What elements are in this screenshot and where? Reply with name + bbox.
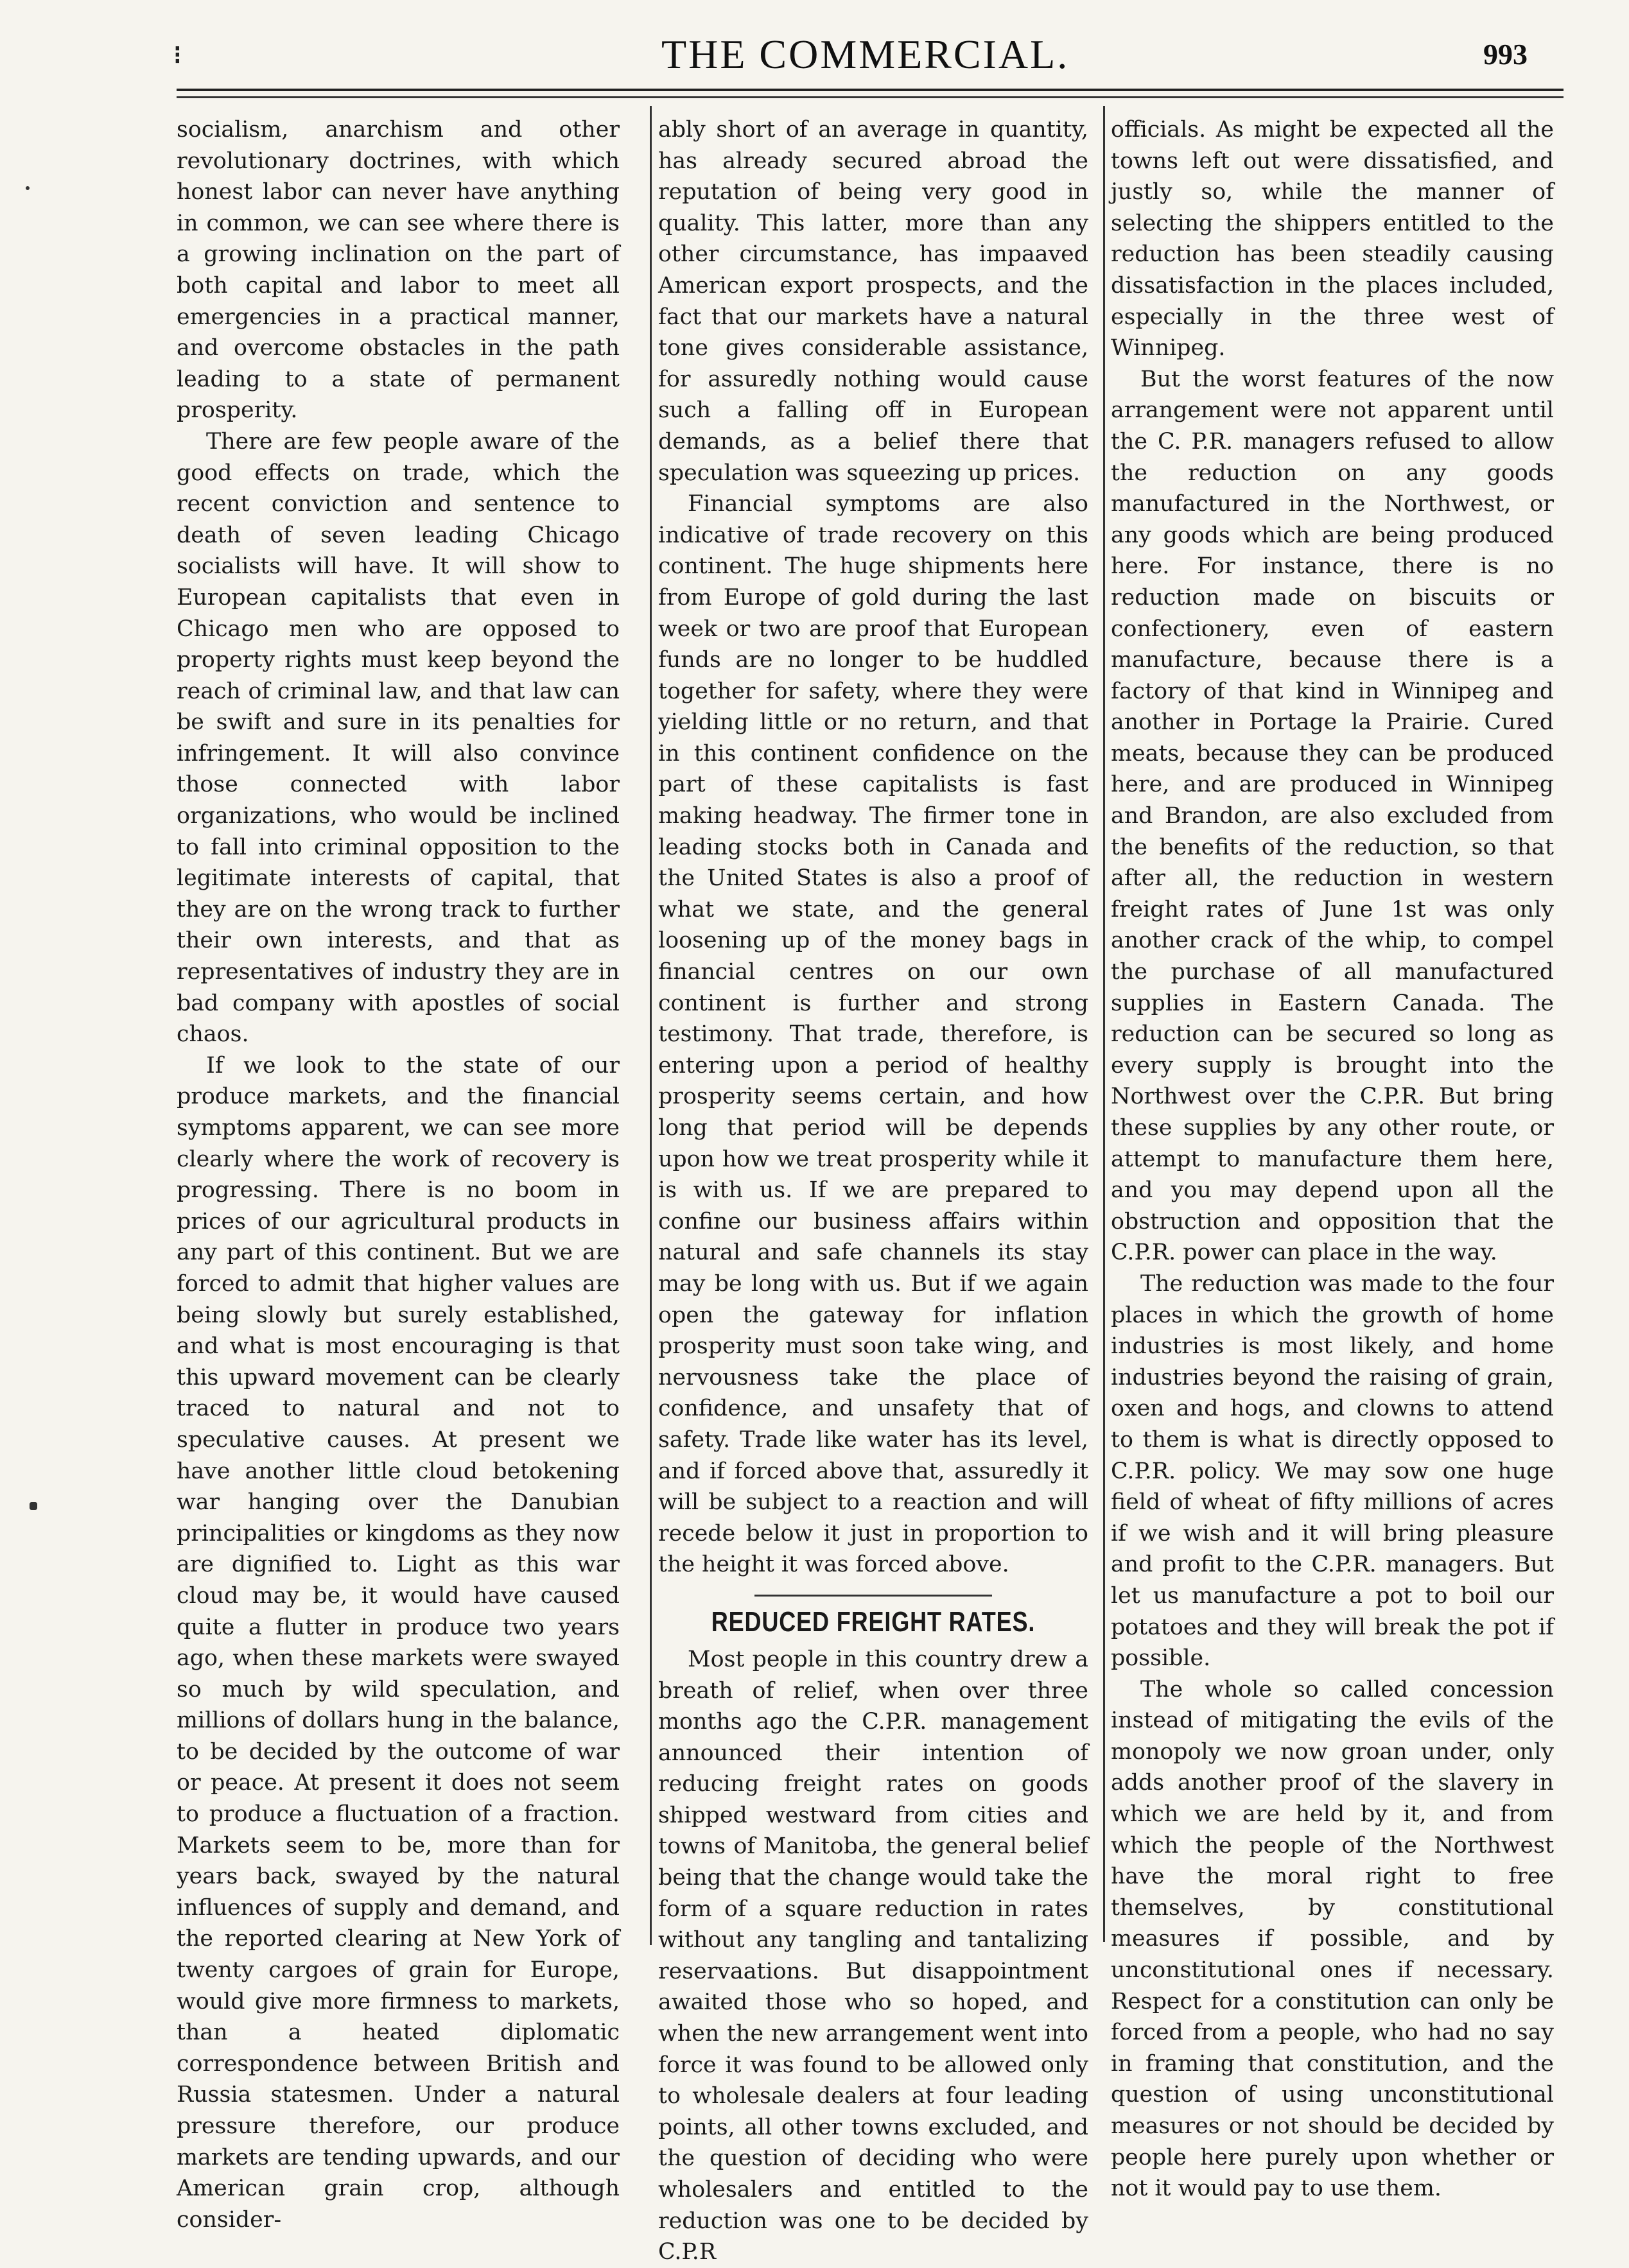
column-divider-2 xyxy=(1103,106,1105,1942)
column-left xyxy=(177,114,620,2235)
paragraph: If we look to the state of our produce markets, and the financial symptoms apparent, we can see more clearly where the work of recovery is progressing. There is no boom in prices of our agricultural products in any part of this continent. But we are forced to admit that higher values are being slowly but surely established, and what is most encouraging is that this upward movement can be clearly traced to natural and not to speculative causes. At present we have another little cloud betokening war hanging over the Danubian principalities or kingdoms as they now are dignified to. Light as this war cloud may be, it would have caused quite a flutter in produce two years ago, when these markets were swayed so much by wild speculation, and millions of dollars hung in the balance, to be decided by the outcome of war or peace. At present it does not seem to produce a fluctuation of a fraction. Markets seem to be, more than for years back, swayed by the natural influences of supply and demand, and the reported clearing at New York of twenty cargoes of grain for Europe, would give more firmness to markets, than a heated diplomatic correspondence between British and Russia statesmen. Under a natural pressure therefore, our produce markets are tending upwards, and our American grain crop, although consider- xyxy=(177,1052,620,2233)
section-heading: REDUCED FREIGHT RATES. xyxy=(711,1606,1036,1638)
ink-speck xyxy=(26,186,30,190)
paragraph: socialism, anarchism and other revolutionary doctrines, with which honest labor can never have anything in common, we can see where there is a growing inclination on the part of both capital and labor to meet all emergencies in a practical manner, and overcome obstacles in the path leading to a state of permanent prosperity. xyxy=(177,117,620,424)
column-divider-1 xyxy=(650,106,652,1945)
paragraph: ably short of an average in quantity, has already secured abroad the reputation of being very good in quality. This latter, more than any other circumstance, has impaaved American export prospects, and the fact that our markets have a natural tone gives considerable assistance, for assuredly nothing would cause such a falling off in European demands, as a belief there that speculation was squeezing up prices. xyxy=(658,117,1088,486)
paragraph: officials. As might be expected all the towns left out were dissatisfied, and justly so, while the manner of selecting the shippers entitled to the reduction has been steadily causing dissatisfaction in the places included, especially in the three west of Winnipeg. xyxy=(1111,117,1554,361)
paragraph: Financial symptoms are also indicative of trade recovery on this continent. The huge shipments here from Europe of gold during the last week or two are proof that European funds are no longer to be huddled together for safety, where they were yielding little or no return, and that in this continent confidence on the part of these capitalists is fast making headway. The firmer tone in leading stocks both in Canada and the United States is also a proof of what we state, and the general loosening up of the money bags in financial centres on our own continent is further and strong testimony. That trade, therefore, is entering upon a period of healthy prosperity seems certain, and how long that period will be depends upon how we treat prosperity while it is with us. If we are prepared to confine our business affairs within natural and safe channels its stay may be long with us. But if we again open the gateway for inflation prosperity must soon take wing, and nervousness take the place of confidence, and unsafety that of safety. Trade like water has its level, and if forced above that, assuredly it will be subject to a reaction and will recede below it just in proportion to the height it was forced above. xyxy=(658,491,1088,1578)
paragraph: But the worst features of the now arrangement were not apparent until the C. P.R. managers refused to allow the reduction on any goods manufactured in the Northwest, or any goods which are being produced here. For instance, there is no reduction made on biscuits or confectionery, even of eastern manufacture, because there is a factory of that kind in Winnipeg and another in Portage la Prairie. Cured meats, because they can be produced here, and are produced in Winnipeg and Brandon, are also excluded from the benefits of the reduction, so that after all, the reduction in western freight rates of June 1st was only another crack of the whip, to compel the purchase of all manufactured supplies in Eastern Canada. The reduction can be secured so long as every supply is brought into the Northwest over the C.P.R. But bring these supplies by any other route, or attempt to manufacture them here, and you may depend upon all the obstruction and opposition that the C.P.R. power can place in the way. xyxy=(1111,366,1554,1266)
header-rule-bottom xyxy=(177,96,1564,98)
header-rule-top xyxy=(177,89,1564,91)
page-number: 993 xyxy=(1483,38,1528,71)
column-middle xyxy=(658,114,1088,2268)
page-header xyxy=(0,0,1629,90)
paragraph: Most people in this country drew a breath of relief, when over three months ago the C.P.R. management announced their intention of reducing freight rates on goods shipped westward from cities and towns of Manitoba, the general belief being that the change would take the form of a square reduction in rates without any tangling and tantalizing reservaations. But disappointment awaited those who so hoped, and when the new arrangement went into force it was found to be allowed only to wholesale dealers at four leading points, all other towns excluded, and the question of deciding who were wholesalers and entitled to the reduction was one to be decided by C.P.R xyxy=(658,1646,1088,2265)
paragraph: The reduction was made to the four places in which the growth of home industries is most likely, and home industries beyond the raising of grain, oxen and hogs, and clowns to attend to them is what is directly opposed to C.P.R. policy. We may sow one huge field of wheat of fifty millions of acres if we wish and it will bring pleasure and profit to the C.P.R. managers. But let us manufacture a pot to boil our potatoes and they will break the pot if possible. xyxy=(1111,1270,1554,1672)
column-right xyxy=(1111,114,1554,2204)
ink-speck xyxy=(30,1502,37,1510)
paragraph: The whole so called concession instead of mitigating the evils of the monopoly we now groan under, only adds another proof of the slavery in which we are held by it, and from which the people of the Northwest have the moral right to free themselves, by constitutional measures if possible, and by unconstitutional ones if necessary. Respect for a constitution can only be forced from a people, who had no say in framing that constitution, and the question of using unconstitutional measures or not should be decided by people here purely upon whether or not it would pay to use them. xyxy=(1111,1676,1554,2202)
paragraph: There are few people aware of the good effects on trade, which the recent conviction and sentence to death of seven leading Chicago socialists will have. It will show to European capitalists that even in Chicago men who are opposed to property rights must keep beyond the reach of criminal law, and that law can be swift and sure in its penalties for infringement. It will also convince those connected with labor organizations, who would be inclined to fall into criminal opposition to the legitimate interests of capital, that they are on the wrong track to further their own interests, and that as representatives of industry they are in bad company with apostles of social chaos. xyxy=(177,428,620,1048)
masthead-title: THE COMMERCIAL. xyxy=(661,31,1070,77)
section-divider xyxy=(754,1595,992,1597)
corner-mark: ⁝ xyxy=(173,40,182,70)
